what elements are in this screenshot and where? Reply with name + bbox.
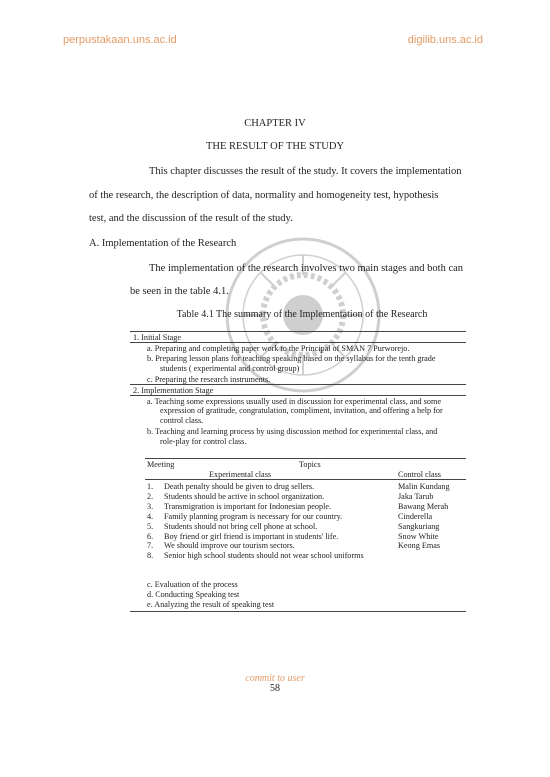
topics-column-header: Topics bbox=[299, 460, 321, 469]
meeting-row-number: 4. bbox=[147, 511, 154, 521]
meeting-row-number: 6. bbox=[147, 531, 154, 541]
table-rule bbox=[130, 611, 466, 612]
meeting-row-control-topic: Malin Kundang bbox=[398, 482, 450, 491]
experimental-column-header: Experimental class bbox=[209, 470, 272, 479]
footer-commit-text: commit to user bbox=[245, 673, 305, 684]
meeting-row-control-topic: Jaka Tarub bbox=[398, 491, 434, 501]
meeting-row-experimental-topic: Students should not bring cell phone at school. bbox=[164, 521, 318, 531]
stage-1-item-a: a. Preparing and completing paper work to the Principal of SMAN 7 Purworejo. bbox=[147, 344, 410, 353]
meeting-table-rule bbox=[145, 458, 466, 459]
meeting-row-number: 8. bbox=[147, 551, 154, 561]
table-rule bbox=[130, 342, 466, 343]
meeting-row-number: 1. bbox=[147, 482, 154, 491]
stage-2-label: 2. Implementation Stage bbox=[133, 386, 214, 395]
meeting-row-experimental-topic: Senior high school students should not wear school uniforms bbox=[164, 551, 364, 561]
impl-line-1: The implementation of the research involves two main stages and both can bbox=[149, 263, 464, 274]
meeting-row-experimental-topic: Death penalty should be given to drug sellers. bbox=[164, 482, 315, 491]
meeting-row-control-topic: Snow White bbox=[398, 531, 439, 541]
meeting-row-experimental-topic: Students should be active in school organization. bbox=[164, 491, 325, 501]
stage-2-item-a-line-3: control class. bbox=[160, 416, 204, 425]
stage-2-item-a-line-2: expression of gratitude, congratulation, compliment, invitation, and offering a help for bbox=[160, 406, 443, 415]
meeting-row-control-topic: Bawang Merah bbox=[398, 501, 449, 511]
control-column-header: Control class bbox=[398, 470, 441, 479]
section-a-heading: A. Implementation of the Research bbox=[89, 238, 237, 249]
stage-2-item-a-line-1: a. Teaching some expressions usually used in discussion for experimental class, and some bbox=[147, 397, 441, 406]
stage-2-item-b-line-2: role-play for control class. bbox=[160, 437, 247, 446]
meeting-row-number: 7. bbox=[147, 541, 154, 551]
stage-1-label: 1. Initial Stage bbox=[133, 333, 181, 342]
stage-2-item-d: d. Conducting Speaking test bbox=[147, 590, 240, 599]
header-right-link: digilib.uns.ac.id bbox=[407, 34, 483, 46]
meeting-row-experimental-topic: Boy friend or girl friend is important in students' life. bbox=[164, 531, 339, 541]
stage-2-item-e: e. Analyzing the result of speaking test bbox=[147, 600, 275, 609]
stage-2-item-c: c. Evaluation of the process bbox=[147, 580, 238, 589]
intro-line-1: This chapter discusses the result of the study. It covers the implementation bbox=[149, 166, 462, 177]
intro-line-2: of the research, the description of data, normality and homogeneity test, hypothesis bbox=[89, 190, 439, 201]
stage-2-item-b-line-1: b. Teaching and learning process by using discussion method for experimental class, and bbox=[147, 427, 438, 436]
meeting-row-number: 2. bbox=[147, 491, 154, 501]
meeting-row-number: 5. bbox=[147, 521, 154, 531]
table-title: Table 4.1 The summary of the Implementation of the Research bbox=[176, 309, 428, 320]
meeting-row-number: 3. bbox=[147, 501, 154, 511]
table-rule bbox=[130, 384, 466, 385]
meeting-row-experimental-topic: We should improve our tourism sectors. bbox=[164, 541, 295, 551]
meeting-row-control-topic: Keong Emas bbox=[398, 541, 441, 551]
table-rule bbox=[130, 331, 466, 332]
impl-line-2: be seen in the table 4.1. bbox=[130, 286, 229, 297]
intro-line-3: test, and the discussion of the result of the study. bbox=[89, 213, 293, 224]
chapter-title: THE RESULT OF THE STUDY bbox=[205, 141, 345, 152]
page-number: 58 bbox=[270, 683, 280, 694]
meeting-row-experimental-topic: Transmigration is important for Indonesian people. bbox=[164, 501, 332, 511]
header-left-link: perpustakaan.uns.ac.id bbox=[63, 34, 177, 46]
stage-1-item-b: b. Preparing lesson plans for teaching speaking based on the syllabus for the tenth grade bbox=[147, 354, 436, 363]
meeting-row-control-topic: Sangkuriang bbox=[398, 521, 440, 531]
table-rule bbox=[130, 395, 466, 396]
meeting-column-header: Meeting bbox=[147, 460, 175, 469]
meeting-row-experimental-topic: Family planning program is necessary for our country. bbox=[164, 511, 343, 521]
chapter-number: CHAPTER IV bbox=[244, 118, 306, 129]
stage-1-item-b-cont: students ( experimental and control group) bbox=[160, 364, 300, 373]
meeting-row-control-topic: Cinderella bbox=[398, 511, 433, 521]
stage-1-item-c: c. Preparing the research instruments. bbox=[147, 375, 271, 384]
meeting-table-rule bbox=[145, 479, 466, 480]
